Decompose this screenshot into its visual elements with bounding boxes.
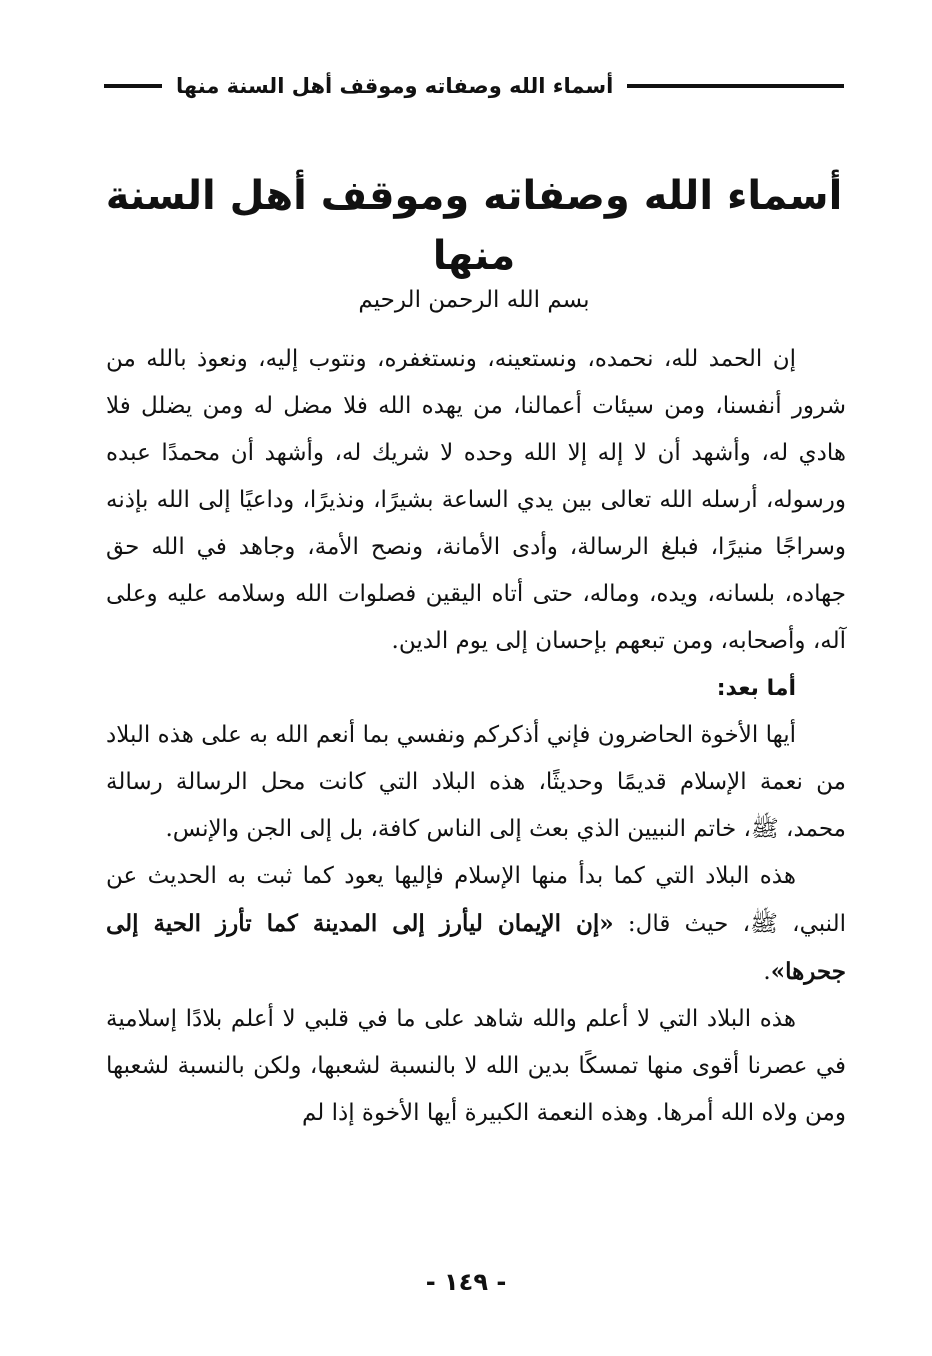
- running-head-rule-left: [104, 84, 162, 88]
- paragraph-hadith: [106, 853, 846, 996]
- paragraph-opening-praise: إن الحمد لله، نحمده، ونستعينه، ونستغفره، ونتوب إليه، ونعوذ بالله من شرور أنفسنا، ومن سيئات أعمالنا، من يهده الله فلا مضل له ومن يضلل فلا هادي له، وأشهد أن لا إله إلا الله وحده لا شريك له، وأشهد أن محمدًا عبده ورسوله، أرسله الله تعالى بين يدي الساعة بشيرًا، ونذيرًا، وداعيًا إلى الله بإذنه وسراجًا منيرًا، فبلغ الرسالة، وأدى الأمانة، ونصح الأمة، وجاهد في الله حق جهاده، بلسانه، ويده، وماله، حتى أتاه اليقين فصلوات الله وسلامه عليه وعلى آله، وأصحابه، ومن تبعهم بإحسان إلى يوم الدين.: [106, 346, 846, 654]
- basmala: بسم الله الرحمن الرحيم: [358, 287, 590, 313]
- chapter-title: أسماء الله وصفاته وموقف أهل السنة منها: [105, 173, 843, 279]
- subheading-amma-bad: أما بعد:: [716, 676, 796, 701]
- paragraph-blessing-of-islam: أيها الأخوة الحاضرون فإني أذكركم ونفسي بما أنعم الله به على هذه البلاد من نعمة الإسلام قديمًا وحديثًا، هذه البلاد التي كانت محل الرسالة رسالة محمد، ﷺ، خاتم النبيين الذي بعث إلى الناس كافة، بل إلى الجن والإنس.: [106, 722, 846, 842]
- running-head: [104, 66, 844, 106]
- running-head-title: أسماء الله وصفاته وموقف أهل السنة منها: [176, 74, 614, 98]
- body-text: [106, 336, 846, 1137]
- paragraph-this-country: هذه البلاد التي لا أعلم والله شاهد على ما في قلبي لا أعلم بلادًا إسلامية في عصرنا أقوى منها تمسكًا بدين الله لا بالنسبة لشعبها، ولكن بالنسبة لشعبها ومن ولاه الله أمرها. وهذه النعمة الكبيرة أيها الأخوة إذا لم: [106, 1006, 846, 1126]
- hadith-quote: «إن الإيمان ليأرز إلى المدينة كما تأرز الحية إلى جحرها»: [106, 910, 846, 985]
- running-head-rule-right: [627, 84, 844, 88]
- hadith-intro: هذه البلاد التي كما بدأ منها الإسلام فإليها يعود كما ثبت به الحديث عن النبي، ﷺ، حيث قال:: [106, 863, 847, 937]
- page-number: - ١٤٩ -: [425, 1268, 507, 1296]
- hadith-end: .: [763, 959, 771, 985]
